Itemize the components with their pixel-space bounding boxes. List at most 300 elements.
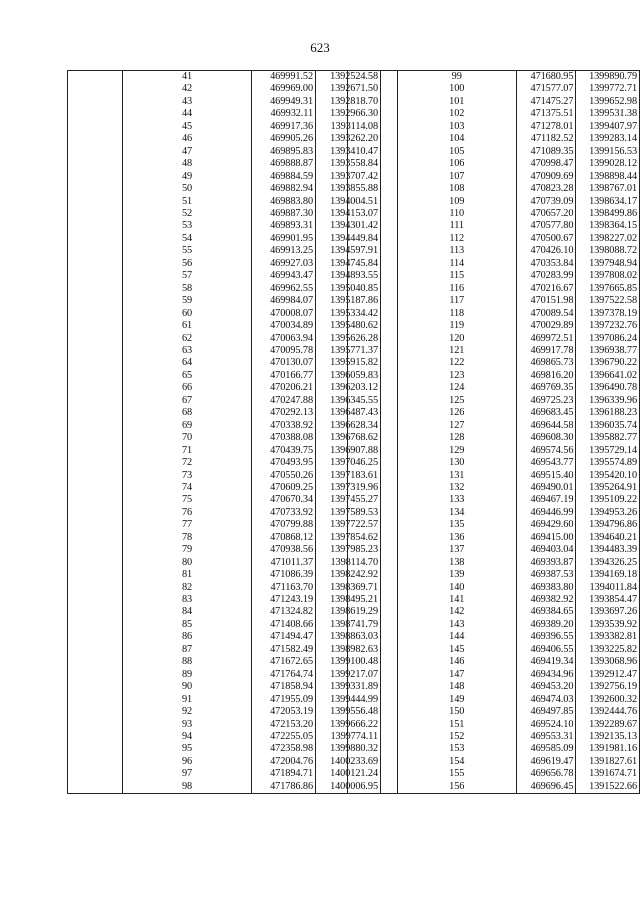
y-coordinate-cell: 1393539.92 bbox=[576, 619, 640, 631]
table-row bbox=[68, 233, 381, 245]
table-row bbox=[348, 719, 640, 731]
table-row bbox=[348, 494, 640, 506]
y-coordinate-cell: 1396790.22 bbox=[576, 357, 640, 369]
x-coordinate-cell: 471955.09 bbox=[252, 694, 316, 706]
blank-cell bbox=[68, 233, 123, 245]
point-number-cell: 96 bbox=[123, 756, 252, 768]
table-row bbox=[348, 220, 640, 232]
table-row bbox=[68, 146, 381, 158]
blank-cell bbox=[348, 457, 398, 469]
table-row bbox=[348, 768, 640, 780]
blank-cell bbox=[68, 208, 123, 220]
point-number-cell: 101 bbox=[397, 96, 516, 108]
point-number-cell: 50 bbox=[123, 183, 252, 195]
table-row bbox=[68, 121, 381, 133]
x-coordinate-cell: 469474.03 bbox=[516, 694, 575, 706]
y-coordinate-cell: 1395334.42 bbox=[316, 308, 381, 320]
blank-cell bbox=[68, 519, 123, 531]
x-coordinate-cell: 469943.47 bbox=[252, 270, 316, 282]
blank-cell bbox=[68, 171, 123, 183]
table-row bbox=[68, 644, 381, 656]
y-coordinate-cell: 1399331.89 bbox=[316, 681, 381, 693]
y-coordinate-cell: 1393068.96 bbox=[576, 656, 640, 668]
table-row bbox=[68, 619, 381, 631]
blank-cell bbox=[348, 719, 398, 731]
blank-cell bbox=[68, 719, 123, 731]
y-coordinate-cell: 1396641.02 bbox=[576, 370, 640, 382]
y-coordinate-cell: 1397319.96 bbox=[316, 482, 381, 494]
x-coordinate-cell: 471375.51 bbox=[516, 108, 575, 120]
blank-cell bbox=[348, 743, 398, 755]
x-coordinate-cell: 470439.75 bbox=[252, 445, 316, 457]
x-coordinate-cell: 471858.94 bbox=[252, 681, 316, 693]
x-coordinate-cell: 472053.19 bbox=[252, 706, 316, 718]
point-number-cell: 135 bbox=[397, 519, 516, 531]
x-coordinate-cell: 470338.92 bbox=[252, 420, 316, 432]
point-number-cell: 49 bbox=[123, 171, 252, 183]
table-row bbox=[68, 544, 381, 556]
x-coordinate-cell: 469932.11 bbox=[252, 108, 316, 120]
blank-cell bbox=[348, 532, 398, 544]
x-coordinate-cell: 472358.98 bbox=[252, 743, 316, 755]
blank-cell bbox=[348, 258, 398, 270]
blank-cell bbox=[348, 569, 398, 581]
table-row bbox=[348, 245, 640, 257]
blank-cell bbox=[68, 357, 123, 369]
point-number-cell: 130 bbox=[397, 457, 516, 469]
x-coordinate-cell: 469887.30 bbox=[252, 208, 316, 220]
blank-cell bbox=[68, 532, 123, 544]
point-number-cell: 141 bbox=[397, 594, 516, 606]
blank-cell bbox=[348, 133, 398, 145]
y-coordinate-cell: 1399880.32 bbox=[316, 743, 381, 755]
table-row bbox=[348, 731, 640, 743]
table-row bbox=[68, 133, 381, 145]
point-number-cell: 133 bbox=[397, 494, 516, 506]
blank-cell bbox=[68, 606, 123, 618]
y-coordinate-cell: 1396059.83 bbox=[316, 370, 381, 382]
y-coordinate-cell: 1392912.47 bbox=[576, 669, 640, 681]
x-coordinate-cell: 469383.80 bbox=[516, 582, 575, 594]
point-number-cell: 60 bbox=[123, 308, 252, 320]
y-coordinate-cell: 1393697.26 bbox=[576, 606, 640, 618]
table-row bbox=[68, 781, 381, 794]
point-number-cell: 155 bbox=[397, 768, 516, 780]
y-coordinate-cell: 1391674.71 bbox=[576, 768, 640, 780]
y-coordinate-cell: 1393410.47 bbox=[316, 146, 381, 158]
y-coordinate-cell: 1398767.01 bbox=[576, 183, 640, 195]
point-number-cell: 75 bbox=[123, 494, 252, 506]
y-coordinate-cell: 1399531.38 bbox=[576, 108, 640, 120]
blank-cell bbox=[348, 333, 398, 345]
blank-cell bbox=[348, 108, 398, 120]
table-row bbox=[348, 71, 640, 84]
blank-cell bbox=[68, 445, 123, 457]
x-coordinate-cell: 469543.77 bbox=[516, 457, 575, 469]
table-row bbox=[68, 731, 381, 743]
blank-cell bbox=[348, 171, 398, 183]
y-coordinate-cell: 1395187.86 bbox=[316, 295, 381, 307]
blank-cell bbox=[348, 395, 398, 407]
point-number-cell: 81 bbox=[123, 569, 252, 581]
x-coordinate-cell: 469969.00 bbox=[252, 83, 316, 95]
x-coordinate-cell: 472255.05 bbox=[252, 731, 316, 743]
blank-cell bbox=[68, 183, 123, 195]
x-coordinate-cell: 469895.83 bbox=[252, 146, 316, 158]
table-row bbox=[68, 420, 381, 432]
x-coordinate-cell: 471582.49 bbox=[252, 644, 316, 656]
table-row bbox=[68, 669, 381, 681]
y-coordinate-cell: 1398242.92 bbox=[316, 569, 381, 581]
table-row bbox=[68, 83, 381, 95]
y-coordinate-cell: 1398227.02 bbox=[576, 233, 640, 245]
point-number-cell: 54 bbox=[123, 233, 252, 245]
x-coordinate-cell: 469882.94 bbox=[252, 183, 316, 195]
y-coordinate-cell: 1391522.66 bbox=[576, 781, 640, 794]
table-row bbox=[348, 644, 640, 656]
x-coordinate-cell: 471672.65 bbox=[252, 656, 316, 668]
point-number-cell: 87 bbox=[123, 644, 252, 656]
point-number-cell: 53 bbox=[123, 220, 252, 232]
blank-cell bbox=[348, 183, 398, 195]
y-coordinate-cell: 1394597.91 bbox=[316, 245, 381, 257]
point-number-cell: 92 bbox=[123, 706, 252, 718]
point-number-cell: 104 bbox=[397, 133, 516, 145]
table-row bbox=[68, 196, 381, 208]
x-coordinate-cell: 470550.26 bbox=[252, 470, 316, 482]
table-row bbox=[68, 557, 381, 569]
blank-cell bbox=[68, 121, 123, 133]
y-coordinate-cell: 1392756.19 bbox=[576, 681, 640, 693]
table-row bbox=[68, 532, 381, 544]
x-coordinate-cell: 470292.13 bbox=[252, 407, 316, 419]
y-coordinate-cell: 1394483.39 bbox=[576, 544, 640, 556]
point-number-cell: 86 bbox=[123, 631, 252, 643]
point-number-cell: 142 bbox=[397, 606, 516, 618]
point-number-cell: 56 bbox=[123, 258, 252, 270]
coordinate-table-left bbox=[67, 70, 381, 794]
table-row bbox=[348, 283, 640, 295]
y-coordinate-cell: 1394326.25 bbox=[576, 557, 640, 569]
x-coordinate-cell: 470500.67 bbox=[516, 233, 575, 245]
y-coordinate-cell: 1396938.77 bbox=[576, 345, 640, 357]
point-number-cell: 122 bbox=[397, 357, 516, 369]
x-coordinate-cell: 471086.39 bbox=[252, 569, 316, 581]
point-number-cell: 123 bbox=[397, 370, 516, 382]
y-coordinate-cell: 1397808.02 bbox=[576, 270, 640, 282]
point-number-cell: 48 bbox=[123, 158, 252, 170]
x-coordinate-cell: 470029.89 bbox=[516, 320, 575, 332]
point-number-cell: 95 bbox=[123, 743, 252, 755]
point-number-cell: 106 bbox=[397, 158, 516, 170]
x-coordinate-cell: 470998.47 bbox=[516, 158, 575, 170]
x-coordinate-cell: 469406.55 bbox=[516, 644, 575, 656]
table-row bbox=[348, 557, 640, 569]
table-row bbox=[348, 357, 640, 369]
blank-cell bbox=[348, 283, 398, 295]
y-coordinate-cell: 1397183.61 bbox=[316, 470, 381, 482]
point-number-cell: 119 bbox=[397, 320, 516, 332]
x-coordinate-cell: 470008.07 bbox=[252, 308, 316, 320]
table-row bbox=[68, 320, 381, 332]
table-row bbox=[348, 258, 640, 270]
x-coordinate-cell: 471494.47 bbox=[252, 631, 316, 643]
blank-cell bbox=[348, 445, 398, 457]
y-coordinate-cell: 1395771.37 bbox=[316, 345, 381, 357]
table-row bbox=[68, 158, 381, 170]
point-number-cell: 64 bbox=[123, 357, 252, 369]
x-coordinate-cell: 469429.60 bbox=[516, 519, 575, 531]
y-coordinate-cell: 1399666.22 bbox=[316, 719, 381, 731]
blank-cell bbox=[68, 706, 123, 718]
blank-cell bbox=[68, 407, 123, 419]
y-coordinate-cell: 1393855.88 bbox=[316, 183, 381, 195]
y-coordinate-cell: 1399772.71 bbox=[576, 83, 640, 95]
y-coordinate-cell: 1399217.07 bbox=[316, 669, 381, 681]
y-coordinate-cell: 1399407.97 bbox=[576, 121, 640, 133]
table-row bbox=[348, 470, 640, 482]
x-coordinate-cell: 471011.37 bbox=[252, 557, 316, 569]
blank-cell bbox=[68, 743, 123, 755]
x-coordinate-cell: 471894.71 bbox=[252, 768, 316, 780]
blank-cell bbox=[68, 694, 123, 706]
table-row bbox=[68, 108, 381, 120]
blank-cell bbox=[348, 631, 398, 643]
point-number-cell: 125 bbox=[397, 395, 516, 407]
x-coordinate-cell: 469524.10 bbox=[516, 719, 575, 731]
table-row bbox=[348, 295, 640, 307]
table-row bbox=[348, 370, 640, 382]
x-coordinate-cell: 469917.78 bbox=[516, 345, 575, 357]
table-row bbox=[348, 183, 640, 195]
blank-cell bbox=[68, 333, 123, 345]
table-row bbox=[348, 121, 640, 133]
y-coordinate-cell: 1393707.42 bbox=[316, 171, 381, 183]
x-coordinate-cell: 471764.74 bbox=[252, 669, 316, 681]
point-number-cell: 128 bbox=[397, 432, 516, 444]
blank-cell bbox=[68, 756, 123, 768]
x-coordinate-cell: 470388.08 bbox=[252, 432, 316, 444]
table-row bbox=[68, 631, 381, 643]
y-coordinate-cell: 1397455.27 bbox=[316, 494, 381, 506]
point-number-cell: 114 bbox=[397, 258, 516, 270]
x-coordinate-cell: 470609.25 bbox=[252, 482, 316, 494]
y-coordinate-cell: 1397378.19 bbox=[576, 308, 640, 320]
blank-cell bbox=[68, 544, 123, 556]
point-number-cell: 124 bbox=[397, 382, 516, 394]
blank-cell bbox=[68, 507, 123, 519]
x-coordinate-cell: 470095.78 bbox=[252, 345, 316, 357]
table-row bbox=[68, 582, 381, 594]
y-coordinate-cell: 1392444.76 bbox=[576, 706, 640, 718]
point-number-cell: 126 bbox=[397, 407, 516, 419]
blank-cell bbox=[348, 245, 398, 257]
x-coordinate-cell: 470909.69 bbox=[516, 171, 575, 183]
point-number-cell: 152 bbox=[397, 731, 516, 743]
blank-cell bbox=[348, 382, 398, 394]
table-row bbox=[348, 681, 640, 693]
blank-cell bbox=[348, 407, 398, 419]
y-coordinate-cell: 1397086.24 bbox=[576, 333, 640, 345]
y-coordinate-cell: 1397522.58 bbox=[576, 295, 640, 307]
y-coordinate-cell: 1393854.47 bbox=[576, 594, 640, 606]
x-coordinate-cell: 469387.53 bbox=[516, 569, 575, 581]
point-number-cell: 117 bbox=[397, 295, 516, 307]
y-coordinate-cell: 1393382.81 bbox=[576, 631, 640, 643]
x-coordinate-cell: 470799.88 bbox=[252, 519, 316, 531]
x-coordinate-cell: 469644.58 bbox=[516, 420, 575, 432]
y-coordinate-cell: 1398088.72 bbox=[576, 245, 640, 257]
table-row bbox=[348, 395, 640, 407]
blank-cell bbox=[348, 494, 398, 506]
blank-cell bbox=[68, 258, 123, 270]
point-number-cell: 99 bbox=[397, 71, 516, 84]
x-coordinate-cell: 471577.07 bbox=[516, 83, 575, 95]
table-row bbox=[68, 283, 381, 295]
point-number-cell: 154 bbox=[397, 756, 516, 768]
table-row bbox=[348, 656, 640, 668]
point-number-cell: 147 bbox=[397, 669, 516, 681]
x-coordinate-cell: 469991.52 bbox=[252, 71, 316, 84]
y-coordinate-cell: 1395626.28 bbox=[316, 333, 381, 345]
point-number-cell: 129 bbox=[397, 445, 516, 457]
table-row bbox=[348, 333, 640, 345]
table-row bbox=[68, 333, 381, 345]
blank-cell bbox=[348, 768, 398, 780]
blank-cell bbox=[68, 270, 123, 282]
blank-cell bbox=[68, 582, 123, 594]
x-coordinate-cell: 470426.10 bbox=[516, 245, 575, 257]
blank-cell bbox=[348, 781, 398, 794]
table-row bbox=[68, 719, 381, 731]
point-number-cell: 84 bbox=[123, 606, 252, 618]
y-coordinate-cell: 1395882.77 bbox=[576, 432, 640, 444]
point-number-cell: 132 bbox=[397, 482, 516, 494]
y-coordinate-cell: 1393225.82 bbox=[576, 644, 640, 656]
blank-cell bbox=[348, 71, 398, 84]
point-number-cell: 69 bbox=[123, 420, 252, 432]
y-coordinate-cell: 1396345.55 bbox=[316, 395, 381, 407]
y-coordinate-cell: 1393262.20 bbox=[316, 133, 381, 145]
point-number-cell: 107 bbox=[397, 171, 516, 183]
table-row bbox=[348, 196, 640, 208]
point-number-cell: 131 bbox=[397, 470, 516, 482]
blank-cell bbox=[68, 569, 123, 581]
y-coordinate-cell: 1398619.29 bbox=[316, 606, 381, 618]
point-number-cell: 71 bbox=[123, 445, 252, 457]
y-coordinate-cell: 1399444.99 bbox=[316, 694, 381, 706]
blank-cell bbox=[68, 457, 123, 469]
blank-cell bbox=[68, 594, 123, 606]
y-coordinate-cell: 1399028.12 bbox=[576, 158, 640, 170]
y-coordinate-cell: 1396907.88 bbox=[316, 445, 381, 457]
blank-cell bbox=[68, 108, 123, 120]
point-number-cell: 70 bbox=[123, 432, 252, 444]
point-number-cell: 151 bbox=[397, 719, 516, 731]
y-coordinate-cell: 1394893.55 bbox=[316, 270, 381, 282]
table-row bbox=[68, 756, 381, 768]
blank-cell bbox=[348, 370, 398, 382]
y-coordinate-cell: 1395040.85 bbox=[316, 283, 381, 295]
table-row bbox=[68, 470, 381, 482]
blank-cell bbox=[68, 283, 123, 295]
blank-cell bbox=[68, 631, 123, 643]
y-coordinate-cell: 1397722.57 bbox=[316, 519, 381, 531]
blank-cell bbox=[68, 158, 123, 170]
point-number-cell: 78 bbox=[123, 532, 252, 544]
table-row bbox=[68, 681, 381, 693]
point-number-cell: 79 bbox=[123, 544, 252, 556]
y-coordinate-cell: 1397589.53 bbox=[316, 507, 381, 519]
point-number-cell: 150 bbox=[397, 706, 516, 718]
table-row bbox=[68, 519, 381, 531]
table-row bbox=[68, 345, 381, 357]
point-number-cell: 138 bbox=[397, 557, 516, 569]
point-number-cell: 46 bbox=[123, 133, 252, 145]
table-row bbox=[68, 743, 381, 755]
x-coordinate-cell: 469816.20 bbox=[516, 370, 575, 382]
x-coordinate-cell: 469396.55 bbox=[516, 631, 575, 643]
table-row bbox=[68, 606, 381, 618]
x-coordinate-cell: 469884.59 bbox=[252, 171, 316, 183]
blank-cell bbox=[68, 768, 123, 780]
table-row bbox=[68, 245, 381, 257]
point-number-cell: 136 bbox=[397, 532, 516, 544]
point-number-cell: 115 bbox=[397, 270, 516, 282]
x-coordinate-cell: 470166.77 bbox=[252, 370, 316, 382]
x-coordinate-cell: 469984.07 bbox=[252, 295, 316, 307]
table-row bbox=[348, 619, 640, 631]
blank-cell bbox=[348, 544, 398, 556]
blank-cell bbox=[348, 731, 398, 743]
blank-cell bbox=[348, 208, 398, 220]
blank-cell bbox=[348, 158, 398, 170]
blank-cell bbox=[348, 470, 398, 482]
table-row bbox=[348, 233, 640, 245]
blank-cell bbox=[68, 482, 123, 494]
x-coordinate-cell: 470089.54 bbox=[516, 308, 575, 320]
x-coordinate-cell: 469515.40 bbox=[516, 470, 575, 482]
x-coordinate-cell: 470353.84 bbox=[516, 258, 575, 270]
blank-cell bbox=[68, 133, 123, 145]
x-coordinate-cell: 469389.20 bbox=[516, 619, 575, 631]
y-coordinate-cell: 1394745.84 bbox=[316, 258, 381, 270]
table-row bbox=[68, 494, 381, 506]
blank-cell bbox=[348, 121, 398, 133]
x-coordinate-cell: 471475.27 bbox=[516, 96, 575, 108]
table-row bbox=[348, 582, 640, 594]
y-coordinate-cell: 1400006.95 bbox=[316, 781, 381, 794]
blank-cell bbox=[68, 382, 123, 394]
x-coordinate-cell: 470938.56 bbox=[252, 544, 316, 556]
blank-cell bbox=[348, 582, 398, 594]
y-coordinate-cell: 1391981.16 bbox=[576, 743, 640, 755]
table-row bbox=[68, 445, 381, 457]
point-number-cell: 111 bbox=[397, 220, 516, 232]
table-row bbox=[348, 133, 640, 145]
point-number-cell: 97 bbox=[123, 768, 252, 780]
table-row bbox=[68, 594, 381, 606]
y-coordinate-cell: 1394004.51 bbox=[316, 196, 381, 208]
x-coordinate-cell: 470130.07 bbox=[252, 357, 316, 369]
table-row bbox=[348, 669, 640, 681]
x-coordinate-cell: 469453.20 bbox=[516, 681, 575, 693]
y-coordinate-cell: 1393558.84 bbox=[316, 158, 381, 170]
blank-cell bbox=[68, 245, 123, 257]
x-coordinate-cell: 469419.34 bbox=[516, 656, 575, 668]
table-row bbox=[348, 108, 640, 120]
blank-cell bbox=[348, 656, 398, 668]
